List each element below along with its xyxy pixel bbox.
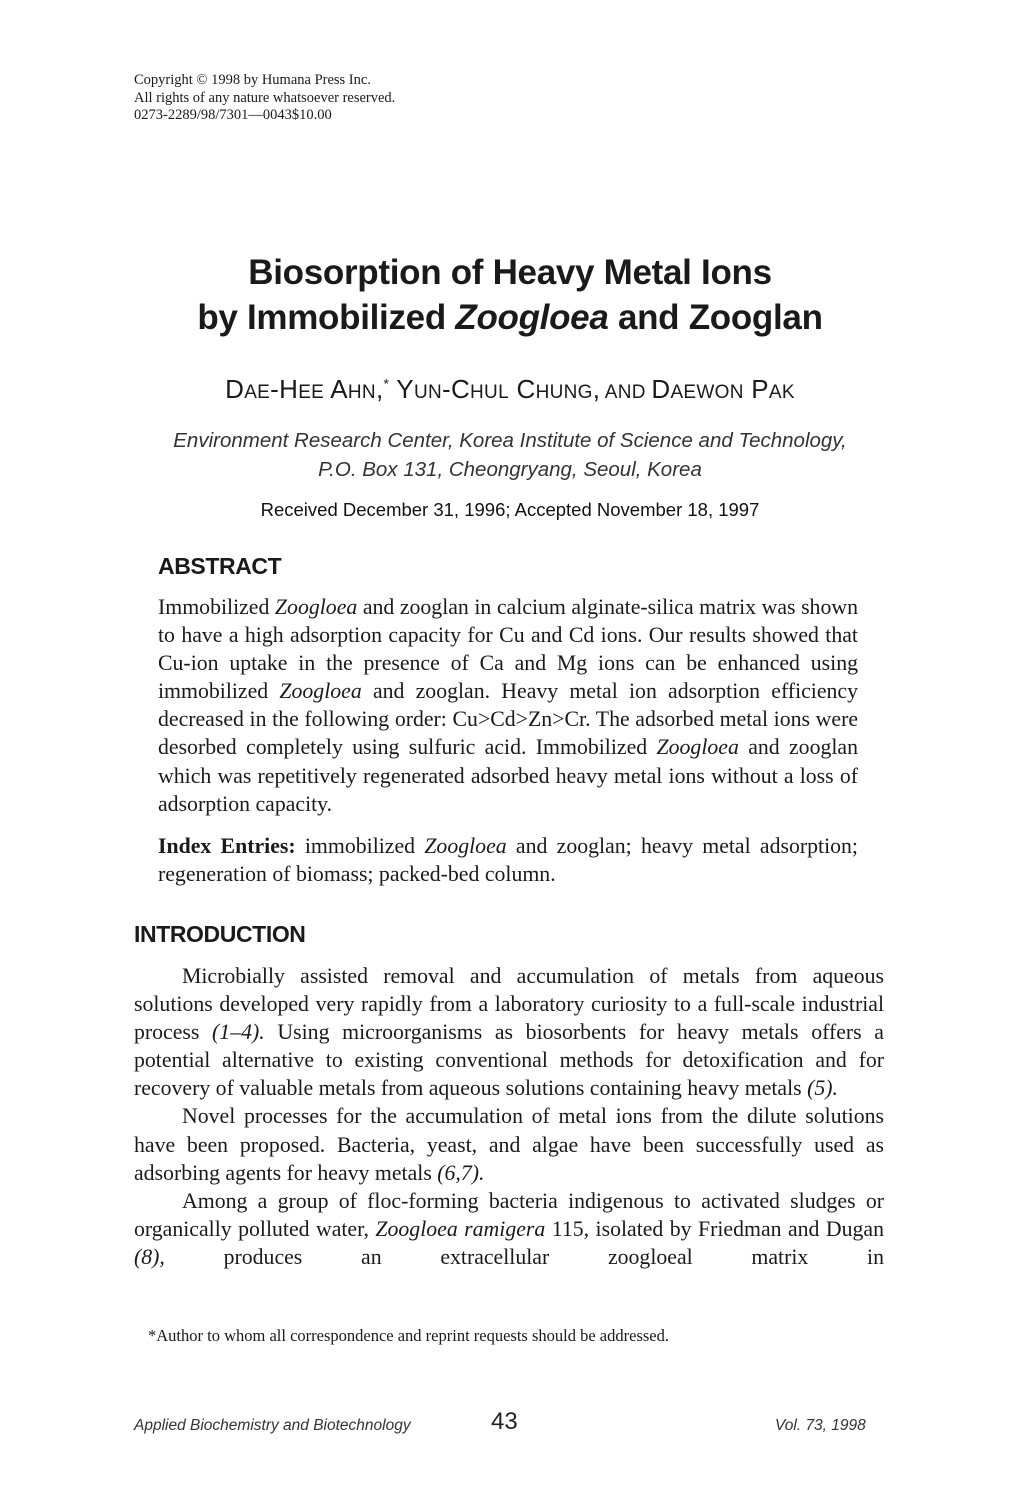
- received-dates: Received December 31, 1996; Accepted November 18, 1997: [260, 499, 760, 520]
- species-name: Zoogloea ramigera: [375, 1216, 546, 1241]
- copyright-notice: [134, 72, 395, 125]
- author-text: H: [279, 374, 299, 404]
- abstract-text: Zoogloea: [274, 595, 358, 619]
- author-text: AE: [244, 382, 271, 403]
- intro-paragraph-1: [134, 962, 884, 1102]
- title-text: by Immobilized: [197, 298, 456, 337]
- index-entries: [158, 832, 858, 888]
- author-text: -: [441, 374, 451, 404]
- abstract-text: and zooglan which was repetitively regenerated adsorbed heavy metal ions without a loss of adsorption capacity.: [158, 735, 859, 816]
- citation: (8),: [134, 1244, 165, 1269]
- author-text: UN: [413, 382, 442, 403]
- article-title: [0, 250, 1020, 340]
- citation: (6,7).: [437, 1160, 485, 1185]
- citation: (1–4).: [212, 1020, 265, 1045]
- index-entries-text: immobilized: [295, 834, 425, 858]
- affiliation-line-2: P.O. Box 131, Cheongryang, Seoul, Korea: [318, 458, 702, 481]
- abstract-text: Zoogloea: [279, 679, 362, 704]
- footer-volume: Vol. 73, 1998: [775, 1417, 866, 1434]
- abstract-text: and zooglan. Heavy metal ion adsorption efficiency decreased in the following order: Cu>Cd>Zn>Cr. The adsorbed metal ions were desorbed completely using sulfuric acid. Immobilized: [158, 679, 858, 760]
- author-text: C: [516, 374, 536, 404]
- intro-text: Microbially assisted removal and accumulation of metals from aqueous solutions developed very rapidly from a laboratory curiosity to a full-scale industrial process: [134, 964, 884, 1045]
- rights-line: All rights of any nature whatsoever reserved.: [134, 89, 396, 106]
- title-line-2: [0, 295, 1020, 340]
- intro-text: 115, isolated by Friedman and Dugan: [545, 1216, 884, 1241]
- affiliation-line-1: Environment Research Center, Korea Institute of Science and Technology,: [173, 429, 847, 452]
- index-entries-label: Index Entries:: [158, 834, 296, 858]
- index-entries-text: Zoogloea: [424, 834, 507, 858]
- author-text: ,: [592, 374, 601, 404]
- author-list: [0, 374, 1020, 405]
- index-entries-text: and zooglan; heavy metal adsorption; regeneration of biomass; packed-bed column.: [158, 834, 858, 887]
- abstract-text: Zoogloea: [656, 735, 739, 760]
- author-text: D: [651, 374, 671, 404]
- title-line-1: Biosorption of Heavy Metal Ions: [248, 253, 772, 292]
- author-text: D: [225, 374, 245, 404]
- intro-paragraph-3: [134, 1187, 884, 1271]
- intro-text: produces an extracellular zoogloeal matrix in: [164, 1244, 884, 1269]
- author-text: P: [751, 374, 769, 404]
- author-text: AK: [768, 382, 795, 403]
- abstract-body: [158, 593, 858, 818]
- copyright-line: Copyright © 1998 by Humana Press Inc.: [134, 72, 371, 88]
- affiliation: [0, 426, 1020, 484]
- footer-journal-name: Applied Biochemistry and Biotechnology: [134, 1417, 411, 1434]
- abstract-text: and zooglan in calcium alginate-silica matrix was shown to have a high adsorption capacity for Cu and Cd ions. Our results showed that Cu-ion uptake in the presence of Ca and Mg ions can be enhanced using immobilized: [158, 595, 858, 704]
- issn-line: 0273-2289/98/7301—0043$10.00: [134, 107, 332, 123]
- introduction-body: [134, 962, 884, 1271]
- author-text: C: [450, 374, 471, 404]
- author-text: HUL: [470, 382, 509, 403]
- title-genus: Zoogloea: [455, 298, 609, 337]
- citation: (5).: [807, 1076, 838, 1101]
- author-text: AEWON: [670, 382, 744, 403]
- intro-text: Novel processes for the accumulation of metal ions from the dilute solutions have been proposed. Bacteria, yeast, and algae have been successfully used as adsorbing agents for heavy metals: [134, 1104, 884, 1185]
- page-number: 43: [491, 1408, 518, 1435]
- introduction-heading: INTRODUCTION: [134, 921, 306, 947]
- author-text: A: [330, 374, 348, 404]
- intro-text: Using microorganisms as biosorbents for heavy metals offers a potential alternative to existing conventional methods for detoxification and for recovery of valuable metals from aqueous solutions containing heavy metals: [134, 1020, 884, 1101]
- author-text: ,: [375, 374, 384, 404]
- abstract-text: Immobilized: [158, 595, 275, 619]
- author-text: HN: [347, 382, 376, 403]
- author-text: HUNG: [535, 382, 593, 403]
- author-text: EE: [298, 382, 325, 403]
- intro-text: Among a group of floc-forming bacteria indigenous to activated sludges or organically polluted water,: [134, 1188, 884, 1241]
- author-text: AND: [600, 382, 652, 403]
- author-text: Y: [389, 374, 414, 404]
- title-text: and Zooglan: [608, 298, 823, 337]
- corresponding-author-mark: *: [383, 375, 390, 392]
- footnote: *Author to whom all correspondence and reprint requests should be addressed.: [148, 1326, 669, 1345]
- author-text: -: [270, 374, 280, 404]
- intro-paragraph-2: [134, 1102, 884, 1186]
- abstract-heading: ABSTRACT: [158, 553, 282, 579]
